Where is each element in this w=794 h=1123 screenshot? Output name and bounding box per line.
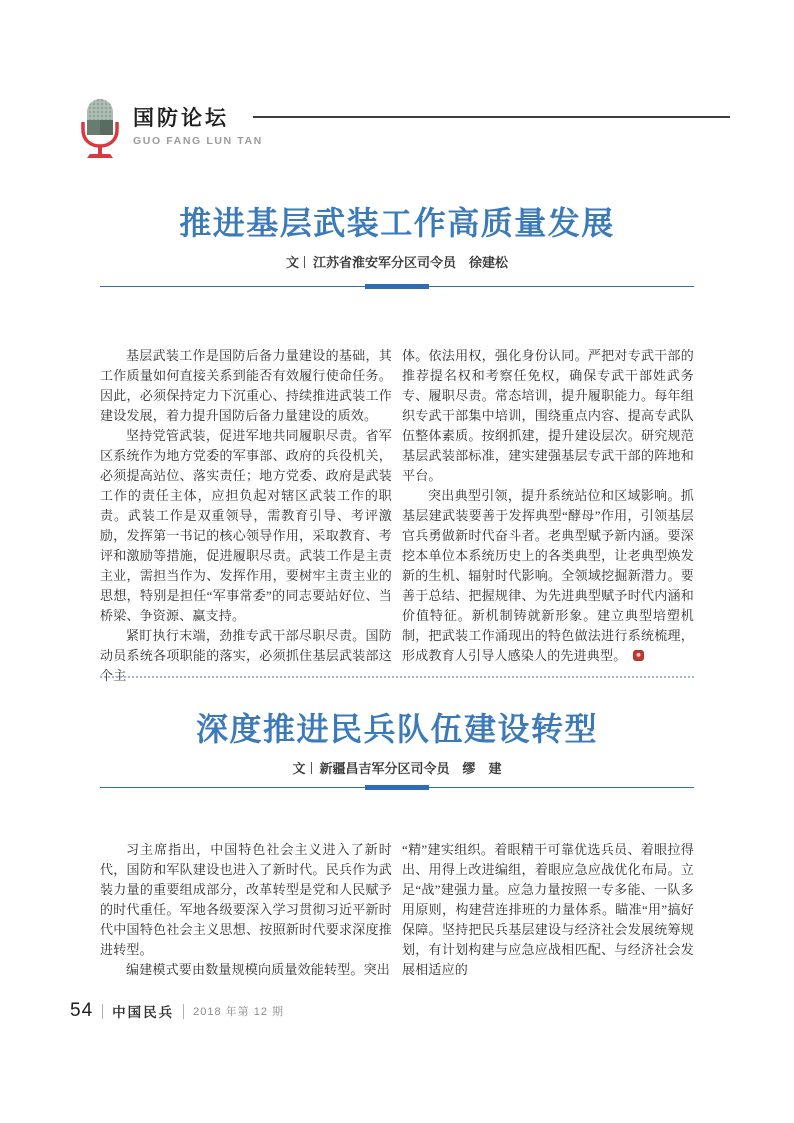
article-1-title-rule: [100, 286, 694, 287]
article-2-right-column: [402, 840, 694, 980]
article-divider: [100, 676, 694, 678]
article-2-body: [100, 840, 694, 980]
rule-center-segment: [365, 284, 429, 289]
section-header-text: [133, 98, 263, 147]
section-subtitle: GUO FANG LUN TAN: [133, 135, 263, 148]
article-1-title: 推进基层武装工作高质量发展: [179, 205, 615, 241]
byline-prefix: 文: [285, 255, 299, 270]
paragraph: 习主席指出，中国特色社会主义进入了新时代，国防和军队建设也进入了新时代。民兵作为武装力量的重要组成部分，改革转型是党和人民赋予的时代重任。军地各级要深入学习贯彻习近平新时代中国特色社会主义思想、按照新时代要求深度推进转型。: [100, 842, 392, 957]
magazine-title: 中国民兵: [112, 1005, 175, 1020]
paragraph-text: 突出典型引领，提升系统站位和区域影响。抓基层建武装要善于发挥典型“酵母”作用，引领基层官兵勇做新时代奋斗者。老典型赋予新内涵。要深挖本单位本系统历史上的各类典型，让老典型焕发新的生机、辐射时代影响。全领域挖掘新潜力。要善于总结、把握规律、为先进典型赋予时代内涵和价值特征。新机制铸就新形象。建立典型培塑机制，把武装工作涌现出的特色做法进行系统梳理，形成教育人引导人感染人的先进典型。: [402, 488, 694, 663]
paragraph: 紧盯执行末端，劲推专武干部尽职尽责。国防动员系统各项职能的落实，必须抓住基层武装部这个主: [100, 628, 392, 683]
article-2-byline: [0, 758, 794, 777]
page-number: 54: [70, 1000, 94, 1021]
paragraph-continuation: 体。依法用权，强化身份认同。严把对专武干部的推荐提名权和考察任免权，确保专武干部姓武务专、履职尽责。常态培训，提升履职能力。每年组织专武干部集中培训，围绕重点内容、提高专武队伍整体素质。按纲抓建，提升建设层次。研究规范基层武装部标准，建实建强基层专武干部的阵地和平台。: [402, 348, 694, 483]
article-2-left-column: [100, 840, 392, 980]
byline-separator: [311, 762, 312, 774]
byline-author: 新疆昌吉军分区司令员 缪 建: [319, 761, 502, 776]
article-1-left-column: [100, 346, 392, 686]
footer-separator: [183, 1004, 184, 1019]
article-1-byline: [0, 252, 794, 271]
article-2-title-rule: [100, 787, 694, 788]
byline-prefix: 文: [292, 761, 306, 776]
byline-separator: [304, 256, 305, 268]
footer-separator: [102, 1004, 103, 1019]
paragraph: 坚持党管武装，促进军地共同履职尽责。省军区系统作为地方党委的军事部、政府的兵役机关，必须提高站位、落实责任；地方党委、政府是武装工作的责任主体，应担负起对辖区武装工作的职责。武装工作是双重领导，需教育引导、考评激励，发挥第一书记的核心领导作用，采取教育、考评和激励等措施，促进履职尽责。武装工作是主责主业，需担当作为、发挥作用，要树牢主责主业的思想，特别是担任“军事常委”的同志要站好位、当桥梁、争资源、赢支持。: [100, 428, 392, 623]
rule-center-segment: [365, 785, 429, 790]
page-footer: [70, 1000, 284, 1022]
article-2-title: 深度推进民兵队伍建设转型: [195, 711, 598, 747]
article-end-icon: [633, 650, 644, 661]
paragraph-continuation: “精”建实组织。着眼精干可靠优选兵员、着眼拉得出、用得上改进编组，着眼应急应战优化布局。立足“战”建强力量。应急力量按照一专多能、一队多用原则，构建营连排班的力量体系。瞄准“用”搞好保障。坚持把民兵基层建设与经济社会发展统筹规划，有计划构建与应急应战相匹配、与经济社会发展相适应的: [402, 842, 694, 977]
issue-label: 2018 年第 12 期: [193, 1006, 285, 1018]
article-1-right-column: [402, 346, 694, 686]
byline-author: 江苏省淮安军分区司令员 徐建松: [313, 255, 509, 270]
microphone-icon: [80, 98, 120, 160]
section-header: [80, 98, 263, 160]
article-1-body: [100, 346, 694, 686]
header-rule: [253, 116, 730, 118]
paragraph: 基层武装工作是国防后备力量建设的基础，其工作质量如何直接关系到能否有效履行使命任务。因此，必须保持定力下沉重心、持续推进武装工作建设发展，着力提升国防后备力量建设的质效。: [100, 348, 392, 423]
paragraph: [402, 486, 694, 666]
section-title: 国防论坛: [133, 107, 229, 130]
paragraph: 编建模式要由数量规模向质量效能转型。突出: [126, 962, 391, 977]
